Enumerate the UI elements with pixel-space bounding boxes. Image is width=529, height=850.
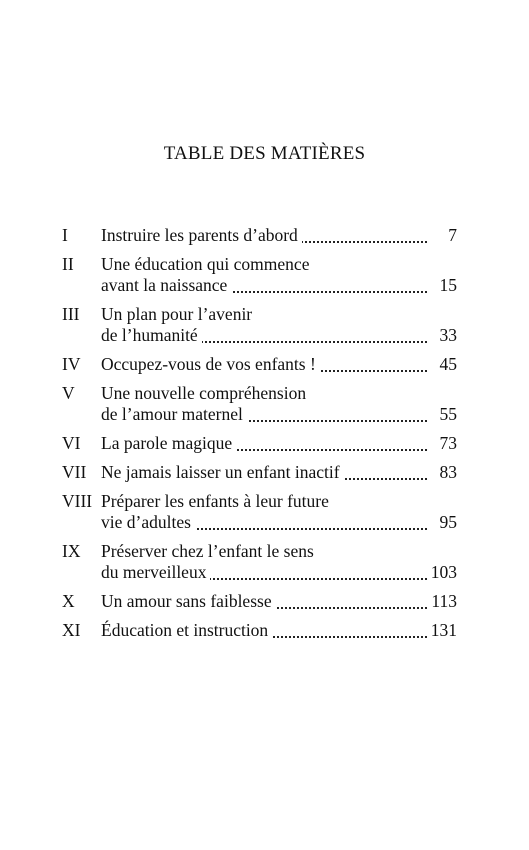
chapter-title-text: Instruire les parents d’abord — [101, 225, 302, 245]
chapter-title-line — [101, 354, 457, 375]
chapter-number: III — [62, 304, 80, 324]
chapter-title-text: Un amour sans faiblesse — [101, 591, 276, 611]
chapter-title-line — [101, 225, 457, 246]
page-number: 7 — [444, 225, 457, 246]
page-number: 131 — [427, 620, 457, 641]
page-title: TABLE DES MATIÈRES — [163, 143, 366, 164]
chapter-title-text: Une nouvelle compréhension — [101, 383, 310, 403]
chapter-title-line — [101, 325, 457, 346]
chapter-title-line — [101, 562, 457, 583]
chapter-number: I — [62, 225, 68, 245]
chapter-title-line — [101, 462, 457, 483]
chapter-title-text: La parole magique — [101, 433, 236, 453]
chapter-title-text: Un plan pour l’avenir — [101, 304, 256, 324]
chapter-title-text: vie d’adultes — [101, 512, 195, 532]
chapter-number: II — [62, 254, 74, 274]
chapter-number: VI — [62, 433, 81, 453]
page-number: 45 — [436, 354, 458, 375]
page-number: 33 — [436, 325, 458, 346]
chapter-number: X — [62, 591, 75, 611]
page-number: 73 — [436, 433, 458, 454]
chapter-number: VII — [62, 462, 87, 482]
chapter-number: IX — [62, 541, 81, 561]
chapter-title-text: Éducation et instruction — [101, 620, 272, 640]
chapter-title-text: Préparer les enfants à leur future — [101, 491, 333, 511]
chapter-title-line — [101, 491, 457, 512]
chapter-title-line — [101, 304, 457, 325]
chapter-number: IV — [62, 354, 81, 374]
chapter-title-text: Préserver chez l’enfant le sens — [101, 541, 318, 561]
chapter-title-text: de l’amour maternel — [101, 404, 247, 424]
chapter-title-line — [101, 591, 457, 612]
chapter-title-line — [101, 512, 457, 533]
chapter-title-line — [101, 541, 457, 562]
chapter-title-text: de l’humanité — [101, 325, 202, 345]
chapter-number: V — [62, 383, 75, 403]
chapter-title-text: Ne jamais laisser un enfant inactif — [101, 462, 344, 482]
chapter-title-text: avant la naissance — [101, 275, 231, 295]
page-number: 15 — [436, 275, 458, 296]
chapter-title-text: du merveilleux — [101, 562, 210, 582]
page-number: 55 — [436, 404, 458, 425]
page-number: 103 — [427, 562, 457, 583]
page-number: 95 — [436, 512, 458, 533]
chapter-title-line — [101, 404, 457, 425]
chapter-number: XI — [62, 620, 81, 640]
chapter-title-line — [101, 275, 457, 296]
page-number: 113 — [427, 591, 457, 612]
chapter-number: VIII — [62, 491, 93, 511]
chapter-title-text: Une éducation qui commence — [101, 254, 313, 274]
chapter-title-line — [101, 254, 457, 275]
chapter-title-line — [101, 383, 457, 404]
chapter-title-text: Occupez-vous de vos enfants ! — [101, 354, 320, 374]
page-number: 83 — [436, 462, 458, 483]
chapter-title-line — [101, 433, 457, 454]
chapter-title-line — [101, 620, 457, 641]
